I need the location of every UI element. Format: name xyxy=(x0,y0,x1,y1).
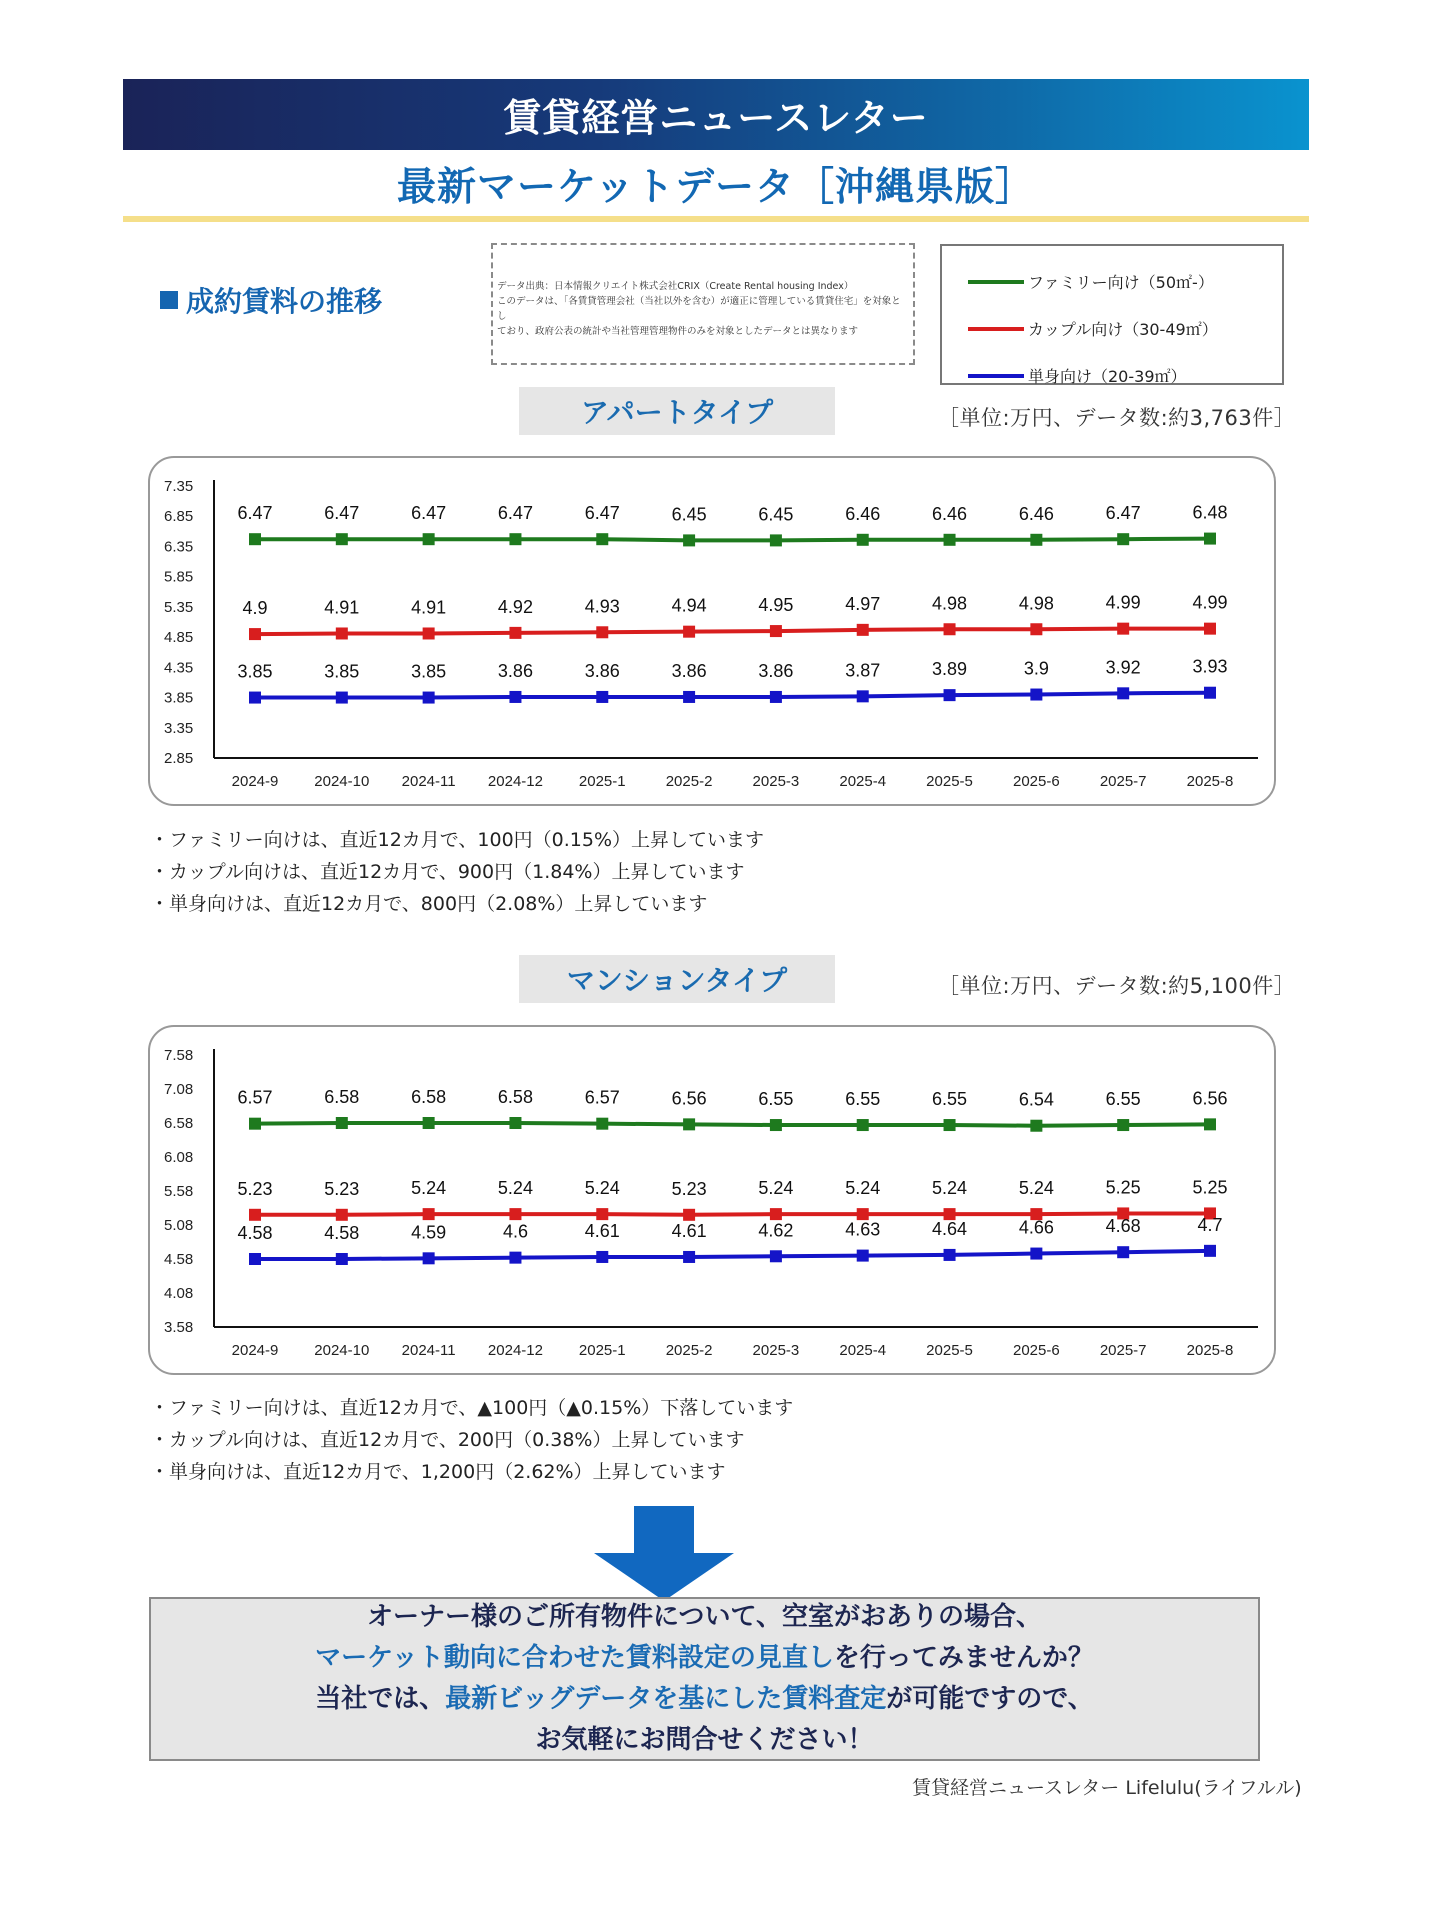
svg-text:3.85: 3.85 xyxy=(324,661,360,682)
svg-text:2025-5: 2025-5 xyxy=(926,773,973,790)
svg-text:4.58: 4.58 xyxy=(164,1251,194,1268)
svg-text:6.46: 6.46 xyxy=(1018,503,1054,524)
svg-text:2025-5: 2025-5 xyxy=(926,1342,973,1359)
source-line: このデータは、「各賃貸管理会社（当社以外を含む）が適正に管理している賃貸住宅」を対象とし xyxy=(497,296,901,322)
svg-text:2025-8: 2025-8 xyxy=(1186,1342,1234,1359)
svg-text:6.45: 6.45 xyxy=(758,504,794,525)
cta-line-2: マーケット動向に合わせた賃料設定の見直しを行ってみませんか？ xyxy=(315,1643,1094,1673)
svg-text:6.47: 6.47 xyxy=(497,503,533,524)
svg-text:3.86: 3.86 xyxy=(758,660,794,681)
svg-text:4.91: 4.91 xyxy=(411,597,447,618)
svg-text:6.55: 6.55 xyxy=(932,1089,968,1110)
svg-text:2024-10: 2024-10 xyxy=(314,1342,370,1359)
green-line-swatch-icon xyxy=(968,280,1024,284)
svg-text:4.97: 4.97 xyxy=(845,593,881,614)
svg-text:4.58: 4.58 xyxy=(324,1223,360,1243)
svg-text:4.94: 4.94 xyxy=(671,595,707,616)
svg-text:2025-4: 2025-4 xyxy=(839,773,887,790)
svg-text:2024-9: 2024-9 xyxy=(231,1342,279,1359)
svg-text:6.55: 6.55 xyxy=(845,1089,881,1110)
footer-credit: 賃貸経営ニュースレター Lifelulu(ライフルル) xyxy=(912,1777,1302,1799)
svg-text:4.6: 4.6 xyxy=(502,1221,528,1242)
svg-text:7.58: 7.58 xyxy=(164,1047,194,1064)
call-to-action-box xyxy=(149,1597,1260,1761)
red-line-swatch-icon xyxy=(968,327,1024,331)
svg-text:4.63: 4.63 xyxy=(845,1219,881,1240)
svg-text:2024-11: 2024-11 xyxy=(401,1342,456,1359)
svg-text:4.58: 4.58 xyxy=(237,1223,273,1243)
svg-text:3.58: 3.58 xyxy=(164,1319,194,1336)
note-line: ・単身向けは、直近12カ月で、800円（2.08%）上昇しています xyxy=(150,893,708,915)
divider xyxy=(123,216,1309,222)
svg-text:3.87: 3.87 xyxy=(845,660,881,681)
chart-legend xyxy=(940,244,1284,385)
cta-line-3: 当社では、最新ビッグデータを基にした賃料査定が可能ですので、 xyxy=(315,1684,1094,1714)
svg-text:5.24: 5.24 xyxy=(758,1178,794,1199)
svg-text:2025-8: 2025-8 xyxy=(1186,773,1234,790)
down-arrow-icon xyxy=(594,1506,734,1601)
svg-text:4.85: 4.85 xyxy=(164,629,194,647)
svg-text:4.95: 4.95 xyxy=(758,595,794,616)
svg-text:3.89: 3.89 xyxy=(932,659,968,680)
svg-text:6.57: 6.57 xyxy=(237,1087,273,1108)
svg-text:6.54: 6.54 xyxy=(1018,1089,1054,1110)
svg-text:2025-4: 2025-4 xyxy=(839,1342,887,1359)
svg-text:4.35: 4.35 xyxy=(164,659,194,677)
svg-text:5.08: 5.08 xyxy=(164,1217,194,1234)
svg-text:2025-1: 2025-1 xyxy=(578,1342,626,1359)
svg-text:6.55: 6.55 xyxy=(758,1089,794,1110)
svg-text:7.08: 7.08 xyxy=(164,1081,194,1098)
svg-text:5.23: 5.23 xyxy=(324,1178,360,1199)
svg-text:5.25: 5.25 xyxy=(1192,1177,1228,1198)
svg-text:2024-12: 2024-12 xyxy=(487,1342,543,1359)
apartment-line-chart xyxy=(150,458,1278,808)
svg-text:5.35: 5.35 xyxy=(164,598,194,616)
legend-item-family xyxy=(968,258,1282,305)
svg-text:4.92: 4.92 xyxy=(497,596,533,617)
svg-text:6.58: 6.58 xyxy=(324,1087,360,1107)
svg-text:4.9: 4.9 xyxy=(242,598,268,619)
svg-text:2025-3: 2025-3 xyxy=(752,1342,800,1359)
mansion-unit-label: ［単位:万円、データ数:約5,100件］ xyxy=(938,974,1296,998)
svg-text:6.57: 6.57 xyxy=(584,1087,620,1108)
svg-text:4.66: 4.66 xyxy=(1018,1217,1054,1238)
legend-item-couple xyxy=(968,305,1282,352)
apartment-unit-label: ［単位:万円、データ数:約3,763件］ xyxy=(938,406,1296,430)
svg-text:3.86: 3.86 xyxy=(671,660,707,681)
svg-text:6.58: 6.58 xyxy=(497,1087,533,1107)
svg-text:5.24: 5.24 xyxy=(845,1178,881,1199)
svg-text:3.86: 3.86 xyxy=(584,660,620,681)
section-heading xyxy=(160,280,382,320)
svg-text:4.59: 4.59 xyxy=(411,1222,447,1243)
svg-text:6.35: 6.35 xyxy=(164,538,194,556)
page-subtitle: 最新マーケットデータ［沖縄県版］ xyxy=(396,165,1036,210)
svg-text:4.61: 4.61 xyxy=(584,1220,620,1241)
svg-text:2024-9: 2024-9 xyxy=(231,773,279,790)
svg-text:2025-1: 2025-1 xyxy=(578,773,626,790)
square-bullet-icon xyxy=(160,291,178,309)
svg-text:5.58: 5.58 xyxy=(164,1183,194,1200)
svg-text:5.24: 5.24 xyxy=(411,1178,447,1199)
svg-text:5.24: 5.24 xyxy=(584,1178,620,1199)
svg-text:5.25: 5.25 xyxy=(1105,1177,1141,1198)
svg-text:3.35: 3.35 xyxy=(164,719,194,737)
svg-text:6.47: 6.47 xyxy=(1105,503,1141,524)
note-line: ・カップル向けは、直近12カ月で、900円（1.84%）上昇しています xyxy=(150,861,745,883)
svg-text:3.92: 3.92 xyxy=(1105,657,1141,678)
svg-text:5.85: 5.85 xyxy=(164,568,194,586)
svg-text:4.64: 4.64 xyxy=(932,1218,968,1239)
svg-text:6.48: 6.48 xyxy=(1192,502,1228,523)
svg-text:4.98: 4.98 xyxy=(932,593,968,614)
svg-text:6.47: 6.47 xyxy=(411,503,447,524)
svg-text:2.85: 2.85 xyxy=(164,750,194,767)
svg-text:4.7: 4.7 xyxy=(1197,1214,1223,1235)
svg-text:3.9: 3.9 xyxy=(1023,658,1049,679)
section-heading-text: 成約賃料の推移 xyxy=(186,285,383,318)
svg-text:4.99: 4.99 xyxy=(1192,592,1228,613)
svg-text:4.61: 4.61 xyxy=(671,1220,707,1241)
svg-text:5.23: 5.23 xyxy=(237,1178,273,1199)
apartment-type-label: アパートタイプ xyxy=(519,387,835,435)
svg-text:6.55: 6.55 xyxy=(1105,1089,1141,1110)
legend-label: ファミリー向け（50㎡-） xyxy=(1028,273,1214,292)
svg-text:5.24: 5.24 xyxy=(497,1178,533,1199)
source-line: ており、政府公表の統計や当社管理管理物件のみを対象としたデータとは異なります xyxy=(497,326,859,337)
svg-text:4.99: 4.99 xyxy=(1105,592,1141,613)
svg-text:2024-11: 2024-11 xyxy=(401,773,456,790)
svg-text:3.85: 3.85 xyxy=(237,661,273,682)
svg-text:2025-6: 2025-6 xyxy=(1013,1342,1060,1359)
mansion-line-chart xyxy=(150,1027,1278,1377)
svg-text:3.86: 3.86 xyxy=(497,660,533,681)
apartment-chart xyxy=(148,456,1276,806)
svg-text:6.58: 6.58 xyxy=(164,1115,194,1132)
note-line: ・ファミリー向けは、直近12カ月で、100円（0.15%）上昇しています xyxy=(150,829,765,851)
svg-text:6.08: 6.08 xyxy=(164,1149,194,1166)
svg-text:7.35: 7.35 xyxy=(164,478,194,495)
blue-line-swatch-icon xyxy=(968,374,1024,378)
svg-text:6.58: 6.58 xyxy=(411,1087,447,1107)
svg-text:2025-3: 2025-3 xyxy=(752,773,800,790)
svg-text:4.91: 4.91 xyxy=(324,597,360,618)
cta-line-1: オーナー様のご所有物件について、空室がおありの場合、 xyxy=(367,1602,1042,1632)
svg-text:5.24: 5.24 xyxy=(932,1178,968,1199)
svg-text:2025-7: 2025-7 xyxy=(1099,1342,1147,1359)
svg-text:6.46: 6.46 xyxy=(932,503,968,524)
note-line: ・カップル向けは、直近12カ月で、200円（0.38%）上昇しています xyxy=(150,1429,745,1451)
legend-item-single xyxy=(968,352,1282,399)
svg-text:6.47: 6.47 xyxy=(237,503,273,524)
svg-text:3.85: 3.85 xyxy=(164,689,194,707)
svg-text:6.47: 6.47 xyxy=(584,503,620,524)
svg-text:2024-12: 2024-12 xyxy=(487,773,543,790)
banner-title: 賃貸経営ニュースレター xyxy=(503,96,929,140)
svg-text:4.93: 4.93 xyxy=(584,596,620,617)
svg-text:6.56: 6.56 xyxy=(671,1088,707,1109)
svg-text:6.56: 6.56 xyxy=(1192,1088,1228,1109)
note-line: ・単身向けは、直近12カ月で、1,200円（2.62%）上昇しています xyxy=(150,1461,726,1483)
svg-text:2025-2: 2025-2 xyxy=(665,773,713,790)
newsletter-banner xyxy=(123,79,1309,150)
svg-text:6.85: 6.85 xyxy=(164,508,194,526)
svg-text:4.68: 4.68 xyxy=(1105,1216,1141,1237)
svg-text:4.98: 4.98 xyxy=(1018,593,1054,614)
mansion-type-label: マンションタイプ xyxy=(519,955,835,1003)
legend-label: カップル向け（30-49㎡） xyxy=(1028,320,1218,339)
svg-text:5.23: 5.23 xyxy=(671,1178,707,1199)
source-line: データ出典：日本情報クリエイト株式会社CRIX（Create Rental housing Index） xyxy=(497,281,854,292)
data-source-note xyxy=(491,243,915,365)
svg-text:4.62: 4.62 xyxy=(758,1220,794,1241)
apartment-notes xyxy=(150,824,764,920)
svg-text:4.08: 4.08 xyxy=(164,1285,194,1302)
mansion-notes xyxy=(150,1392,793,1488)
svg-text:2025-6: 2025-6 xyxy=(1013,773,1060,790)
svg-text:6.45: 6.45 xyxy=(671,504,707,525)
svg-text:3.85: 3.85 xyxy=(411,661,447,682)
svg-text:6.46: 6.46 xyxy=(845,503,881,524)
svg-text:2025-7: 2025-7 xyxy=(1099,773,1147,790)
svg-text:6.47: 6.47 xyxy=(324,503,360,524)
svg-text:3.93: 3.93 xyxy=(1192,656,1228,677)
mansion-chart xyxy=(148,1025,1276,1375)
svg-text:2024-10: 2024-10 xyxy=(314,773,370,790)
legend-label: 単身向け（20-39㎡） xyxy=(1028,367,1187,386)
svg-text:2025-2: 2025-2 xyxy=(665,1342,713,1359)
note-line: ・ファミリー向けは、直近12カ月で、▲100円（▲0.15%）下落しています xyxy=(150,1397,794,1419)
cta-line-4: お気軽にお問合せください！ xyxy=(535,1725,874,1755)
svg-text:5.24: 5.24 xyxy=(1018,1178,1054,1199)
